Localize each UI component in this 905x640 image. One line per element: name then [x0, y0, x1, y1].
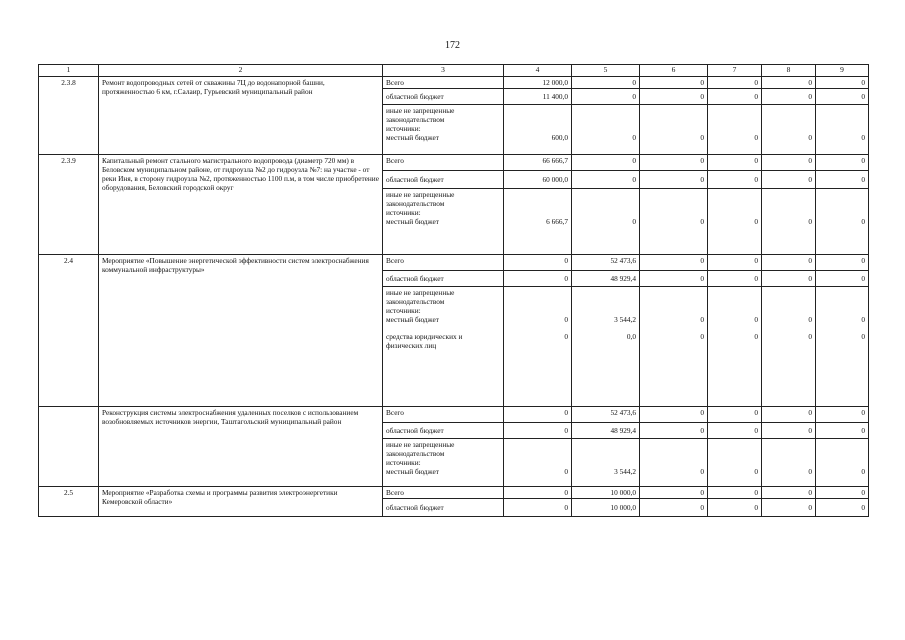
table-cell: 0 — [708, 255, 762, 271]
table-cell: 0 — [708, 171, 762, 189]
table-cell — [504, 189, 572, 255]
spacer — [643, 297, 704, 306]
table-cell: 0 — [816, 155, 869, 171]
spacer — [711, 208, 758, 217]
spacer — [819, 190, 865, 199]
spacer — [765, 199, 812, 208]
spacer — [507, 297, 568, 306]
table-cell: 0 — [762, 77, 816, 89]
cell-value: 0 — [754, 467, 758, 476]
column-header: 8 — [762, 65, 816, 77]
cell-value: 6 666,7 — [546, 217, 568, 226]
table-cell — [762, 439, 816, 487]
table-cell: 0 — [640, 155, 708, 171]
spacer — [711, 449, 758, 458]
table-cell: 0 — [762, 271, 816, 287]
funding-source: Всего — [383, 155, 504, 171]
spacer — [643, 440, 704, 449]
table-cell: 0 — [762, 155, 816, 171]
table-cell: 0 — [708, 407, 762, 423]
funding-source: Всего — [383, 407, 504, 423]
source-line: местный бюджет — [386, 217, 439, 226]
table-cell: 0 — [708, 89, 762, 105]
table-row — [39, 155, 869, 171]
spacer — [765, 124, 812, 133]
table-cell — [708, 287, 762, 407]
funding-source: областной бюджет — [383, 89, 504, 105]
table-cell: 0 — [640, 499, 708, 517]
spacer — [643, 208, 704, 217]
spacer — [711, 324, 758, 332]
table-cell: 0 — [708, 487, 762, 499]
funding-source — [383, 189, 504, 255]
table-cell — [640, 439, 708, 487]
item-number: 2.5 — [39, 487, 99, 517]
table-cell: 0 — [762, 89, 816, 105]
spacer — [507, 124, 568, 133]
table-cell: 0 — [640, 487, 708, 499]
spacer — [643, 106, 704, 115]
table-cell: 0 — [762, 255, 816, 271]
cell-value: 0 — [700, 217, 704, 226]
spacer — [819, 297, 865, 306]
table-cell: 52 473,6 — [572, 255, 640, 271]
funding-source: Всего — [383, 487, 504, 499]
spacer — [819, 306, 865, 315]
spacer — [575, 124, 636, 133]
spacer — [765, 115, 812, 124]
table-cell: 0 — [762, 487, 816, 499]
table-cell: 60 000,0 — [504, 171, 572, 189]
spacer — [819, 288, 865, 297]
spacer — [765, 288, 812, 297]
column-header: 9 — [816, 65, 869, 77]
spacer — [386, 324, 500, 332]
item-number: 2.4 — [39, 255, 99, 407]
table-cell — [504, 287, 572, 407]
table-cell: 0 — [708, 155, 762, 171]
source-line: физических лиц — [386, 341, 437, 350]
cell-value: 0 — [861, 315, 865, 324]
cell-value: 0 — [754, 217, 758, 226]
spacer — [819, 115, 865, 124]
spacer — [819, 106, 865, 115]
spacer — [643, 124, 704, 133]
table-cell — [572, 105, 640, 155]
spacer — [711, 440, 758, 449]
source-line: законодательством — [386, 297, 445, 306]
table-cell: 0 — [708, 271, 762, 287]
cell-value: 0 — [700, 467, 704, 476]
cell-value: 0 — [700, 315, 704, 324]
spacer — [711, 297, 758, 306]
table-cell: 0 — [504, 499, 572, 517]
table-cell: 0 — [640, 77, 708, 89]
table-cell — [504, 439, 572, 487]
spacer — [507, 440, 568, 449]
table-cell: 52 473,6 — [572, 407, 640, 423]
spacer — [575, 440, 636, 449]
cell-value: 0 — [632, 217, 636, 226]
cell-value: 0 — [861, 332, 865, 341]
spacer — [643, 324, 704, 332]
spacer — [575, 458, 636, 467]
spacer — [507, 115, 568, 124]
column-header: 4 — [504, 65, 572, 77]
spacer — [765, 324, 812, 332]
spacer — [643, 288, 704, 297]
table-cell: 0 — [816, 499, 869, 517]
spacer — [819, 199, 865, 208]
funding-source: Всего — [383, 77, 504, 89]
source-line: иные не запрещенные — [386, 106, 455, 115]
spacer — [711, 458, 758, 467]
table-cell: 10 000,0 — [572, 499, 640, 517]
cell-value: 3 544,2 — [614, 467, 636, 476]
cell-value: 0 — [754, 133, 758, 142]
table-cell — [572, 439, 640, 487]
item-description: Ремонт водопроводных сетей от скважины 7Ц до водонапорной башни, протяженностью 6 км, г.Салаир, Гурьевский муниципальный район — [99, 77, 383, 155]
cell-value: 0 — [861, 133, 865, 142]
table-cell — [708, 189, 762, 255]
spacer — [575, 306, 636, 315]
item-number: 2.3.8 — [39, 77, 99, 155]
table-cell: 0 — [708, 499, 762, 517]
table-cell — [762, 189, 816, 255]
spacer — [507, 458, 568, 467]
funding-table — [38, 64, 869, 517]
table-cell — [816, 439, 869, 487]
spacer — [711, 106, 758, 115]
column-header: 2 — [99, 65, 383, 77]
funding-source: Всего — [383, 255, 504, 271]
cell-value: 0 — [808, 332, 812, 341]
table-cell: 0 — [640, 423, 708, 439]
funding-source — [383, 287, 504, 407]
table-row — [39, 407, 869, 423]
table-cell: 0 — [640, 171, 708, 189]
table-cell — [640, 105, 708, 155]
table-cell: 0 — [816, 89, 869, 105]
spacer — [575, 190, 636, 199]
table-cell: 0 — [762, 423, 816, 439]
table-cell — [762, 105, 816, 155]
table-cell: 48 929,4 — [572, 423, 640, 439]
table-cell: 0 — [708, 77, 762, 89]
item-description: Мероприятие «Разработка схемы и программы развития электроэнергетики Кемеровской области» — [99, 487, 383, 517]
cell-value: 0 — [808, 217, 812, 226]
header-row — [39, 65, 869, 77]
cell-value: 0 — [808, 315, 812, 324]
table-cell: 0 — [572, 89, 640, 105]
cell-value: 0 — [564, 315, 568, 324]
spacer — [765, 297, 812, 306]
table-cell — [640, 189, 708, 255]
cell-value: 0 — [564, 467, 568, 476]
table-cell: 0 — [816, 407, 869, 423]
spacer — [711, 115, 758, 124]
table-cell: 66 666,7 — [504, 155, 572, 171]
spacer — [575, 106, 636, 115]
spacer — [643, 115, 704, 124]
cell-value: 0 — [861, 467, 865, 476]
source-line: иные не запрещенные — [386, 440, 455, 449]
spacer — [507, 208, 568, 217]
table-cell — [504, 105, 572, 155]
table-cell: 0 — [816, 423, 869, 439]
funding-source: областной бюджет — [383, 271, 504, 287]
item-description: Мероприятие «Повышение энергетической эффективности систем электроснабжения коммунальной инфраструктуры» — [99, 255, 383, 407]
funding-source: областной бюджет — [383, 423, 504, 439]
source-line: законодательством — [386, 199, 445, 208]
table-cell: 12 000,0 — [504, 77, 572, 89]
cell-value: 600,0 — [551, 133, 568, 142]
source-line: источники: — [386, 458, 421, 467]
spacer — [819, 124, 865, 133]
table-cell: 0 — [640, 271, 708, 287]
spacer — [507, 449, 568, 458]
spacer — [711, 190, 758, 199]
funding-source: областной бюджет — [383, 499, 504, 517]
table-cell — [708, 439, 762, 487]
spacer — [819, 458, 865, 467]
column-header: 6 — [640, 65, 708, 77]
table-cell: 0 — [504, 423, 572, 439]
spacer — [765, 190, 812, 199]
table-cell: 48 929,4 — [572, 271, 640, 287]
spacer — [711, 124, 758, 133]
table-cell: 0 — [640, 255, 708, 271]
source-line: законодательством — [386, 115, 445, 124]
spacer — [643, 458, 704, 467]
table-cell: 0 — [504, 487, 572, 499]
table-cell: 10 000,0 — [572, 487, 640, 499]
item-number — [39, 407, 99, 487]
spacer — [819, 440, 865, 449]
table-cell: 0 — [504, 407, 572, 423]
table-cell — [816, 287, 869, 407]
table-cell — [762, 287, 816, 407]
spacer — [575, 208, 636, 217]
spacer — [575, 449, 636, 458]
table-cell: 0 — [572, 171, 640, 189]
table-cell: 11 400,0 — [504, 89, 572, 105]
spacer — [575, 297, 636, 306]
table-cell — [572, 287, 640, 407]
cell-value: 0 — [632, 133, 636, 142]
table-cell: 0 — [816, 255, 869, 271]
cell-value: 0 — [808, 467, 812, 476]
source-line: источники: — [386, 124, 421, 133]
source-line: иные не запрещенные — [386, 288, 455, 297]
source-line: местный бюджет — [386, 133, 439, 142]
cell-value: 0 — [861, 217, 865, 226]
spacer — [643, 306, 704, 315]
table-row — [39, 487, 869, 499]
spacer — [643, 449, 704, 458]
spacer — [507, 324, 568, 332]
table-cell: 0 — [504, 255, 572, 271]
spacer — [507, 106, 568, 115]
spacer — [765, 106, 812, 115]
cell-value: 0 — [700, 133, 704, 142]
cell-value: 0 — [808, 133, 812, 142]
source-line: источники: — [386, 208, 421, 217]
cell-value: 0 — [754, 315, 758, 324]
spacer — [765, 458, 812, 467]
table-row — [39, 255, 869, 271]
column-header: 3 — [383, 65, 504, 77]
spacer — [507, 199, 568, 208]
table-cell: 0 — [816, 171, 869, 189]
column-header: 1 — [39, 65, 99, 77]
spacer — [819, 449, 865, 458]
table-cell — [816, 105, 869, 155]
spacer — [819, 324, 865, 332]
table-cell: 0 — [640, 89, 708, 105]
cell-value: 0 — [564, 332, 568, 341]
table-row — [39, 77, 869, 89]
page-number: 172 — [445, 40, 460, 51]
spacer — [507, 306, 568, 315]
source-line: иные не запрещенные — [386, 190, 455, 199]
table-cell: 0 — [762, 171, 816, 189]
funding-source — [383, 439, 504, 487]
cell-value: 0,0 — [626, 332, 636, 341]
item-number: 2.3.9 — [39, 155, 99, 255]
table-cell: 0 — [816, 487, 869, 499]
item-description: Капитальный ремонт стального магистрального водопровода (диаметр 720 мм) в Беловском муниципальном районе, от гидроузла №2 до гидроузла №7: на участке - от реки Иня, в сторону гидроузла №2, протяженностью 1100 п.м, в том числе приобретение оборудования, Беловский городской округ — [99, 155, 383, 255]
table-cell — [572, 189, 640, 255]
table-cell: 0 — [572, 155, 640, 171]
spacer — [819, 208, 865, 217]
column-header: 7 — [708, 65, 762, 77]
spacer — [575, 324, 636, 332]
spacer — [575, 115, 636, 124]
table-cell: 0 — [572, 77, 640, 89]
spacer — [765, 208, 812, 217]
source-line: средства юридических и — [386, 332, 463, 341]
table-cell: 0 — [762, 499, 816, 517]
spacer — [711, 306, 758, 315]
spacer — [507, 288, 568, 297]
funding-source: областной бюджет — [383, 171, 504, 189]
column-header: 5 — [572, 65, 640, 77]
cell-value: 3 544,2 — [614, 315, 636, 324]
source-line: законодательством — [386, 449, 445, 458]
cell-value: 0 — [754, 332, 758, 341]
table-cell: 0 — [816, 77, 869, 89]
table-cell: 0 — [640, 407, 708, 423]
funding-source — [383, 105, 504, 155]
spacer — [643, 199, 704, 208]
spacer — [765, 449, 812, 458]
spacer — [765, 306, 812, 315]
source-line: источники: — [386, 306, 421, 315]
item-description: Реконструкция системы электроснабжения удаленных поселков с использованием возобновляемых источников энергии, Таштагольский муниципальный район — [99, 407, 383, 487]
spacer — [643, 190, 704, 199]
table-cell: 0 — [504, 271, 572, 287]
spacer — [507, 190, 568, 199]
spacer — [765, 440, 812, 449]
table-cell — [640, 287, 708, 407]
spacer — [711, 199, 758, 208]
source-line: местный бюджет — [386, 467, 439, 476]
cell-value: 0 — [700, 332, 704, 341]
table-cell: 0 — [708, 423, 762, 439]
table-cell — [816, 189, 869, 255]
table-cell — [708, 105, 762, 155]
table-cell: 0 — [816, 271, 869, 287]
table-cell: 0 — [762, 407, 816, 423]
spacer — [575, 288, 636, 297]
spacer — [711, 288, 758, 297]
spacer — [575, 199, 636, 208]
source-line: местный бюджет — [386, 315, 439, 324]
